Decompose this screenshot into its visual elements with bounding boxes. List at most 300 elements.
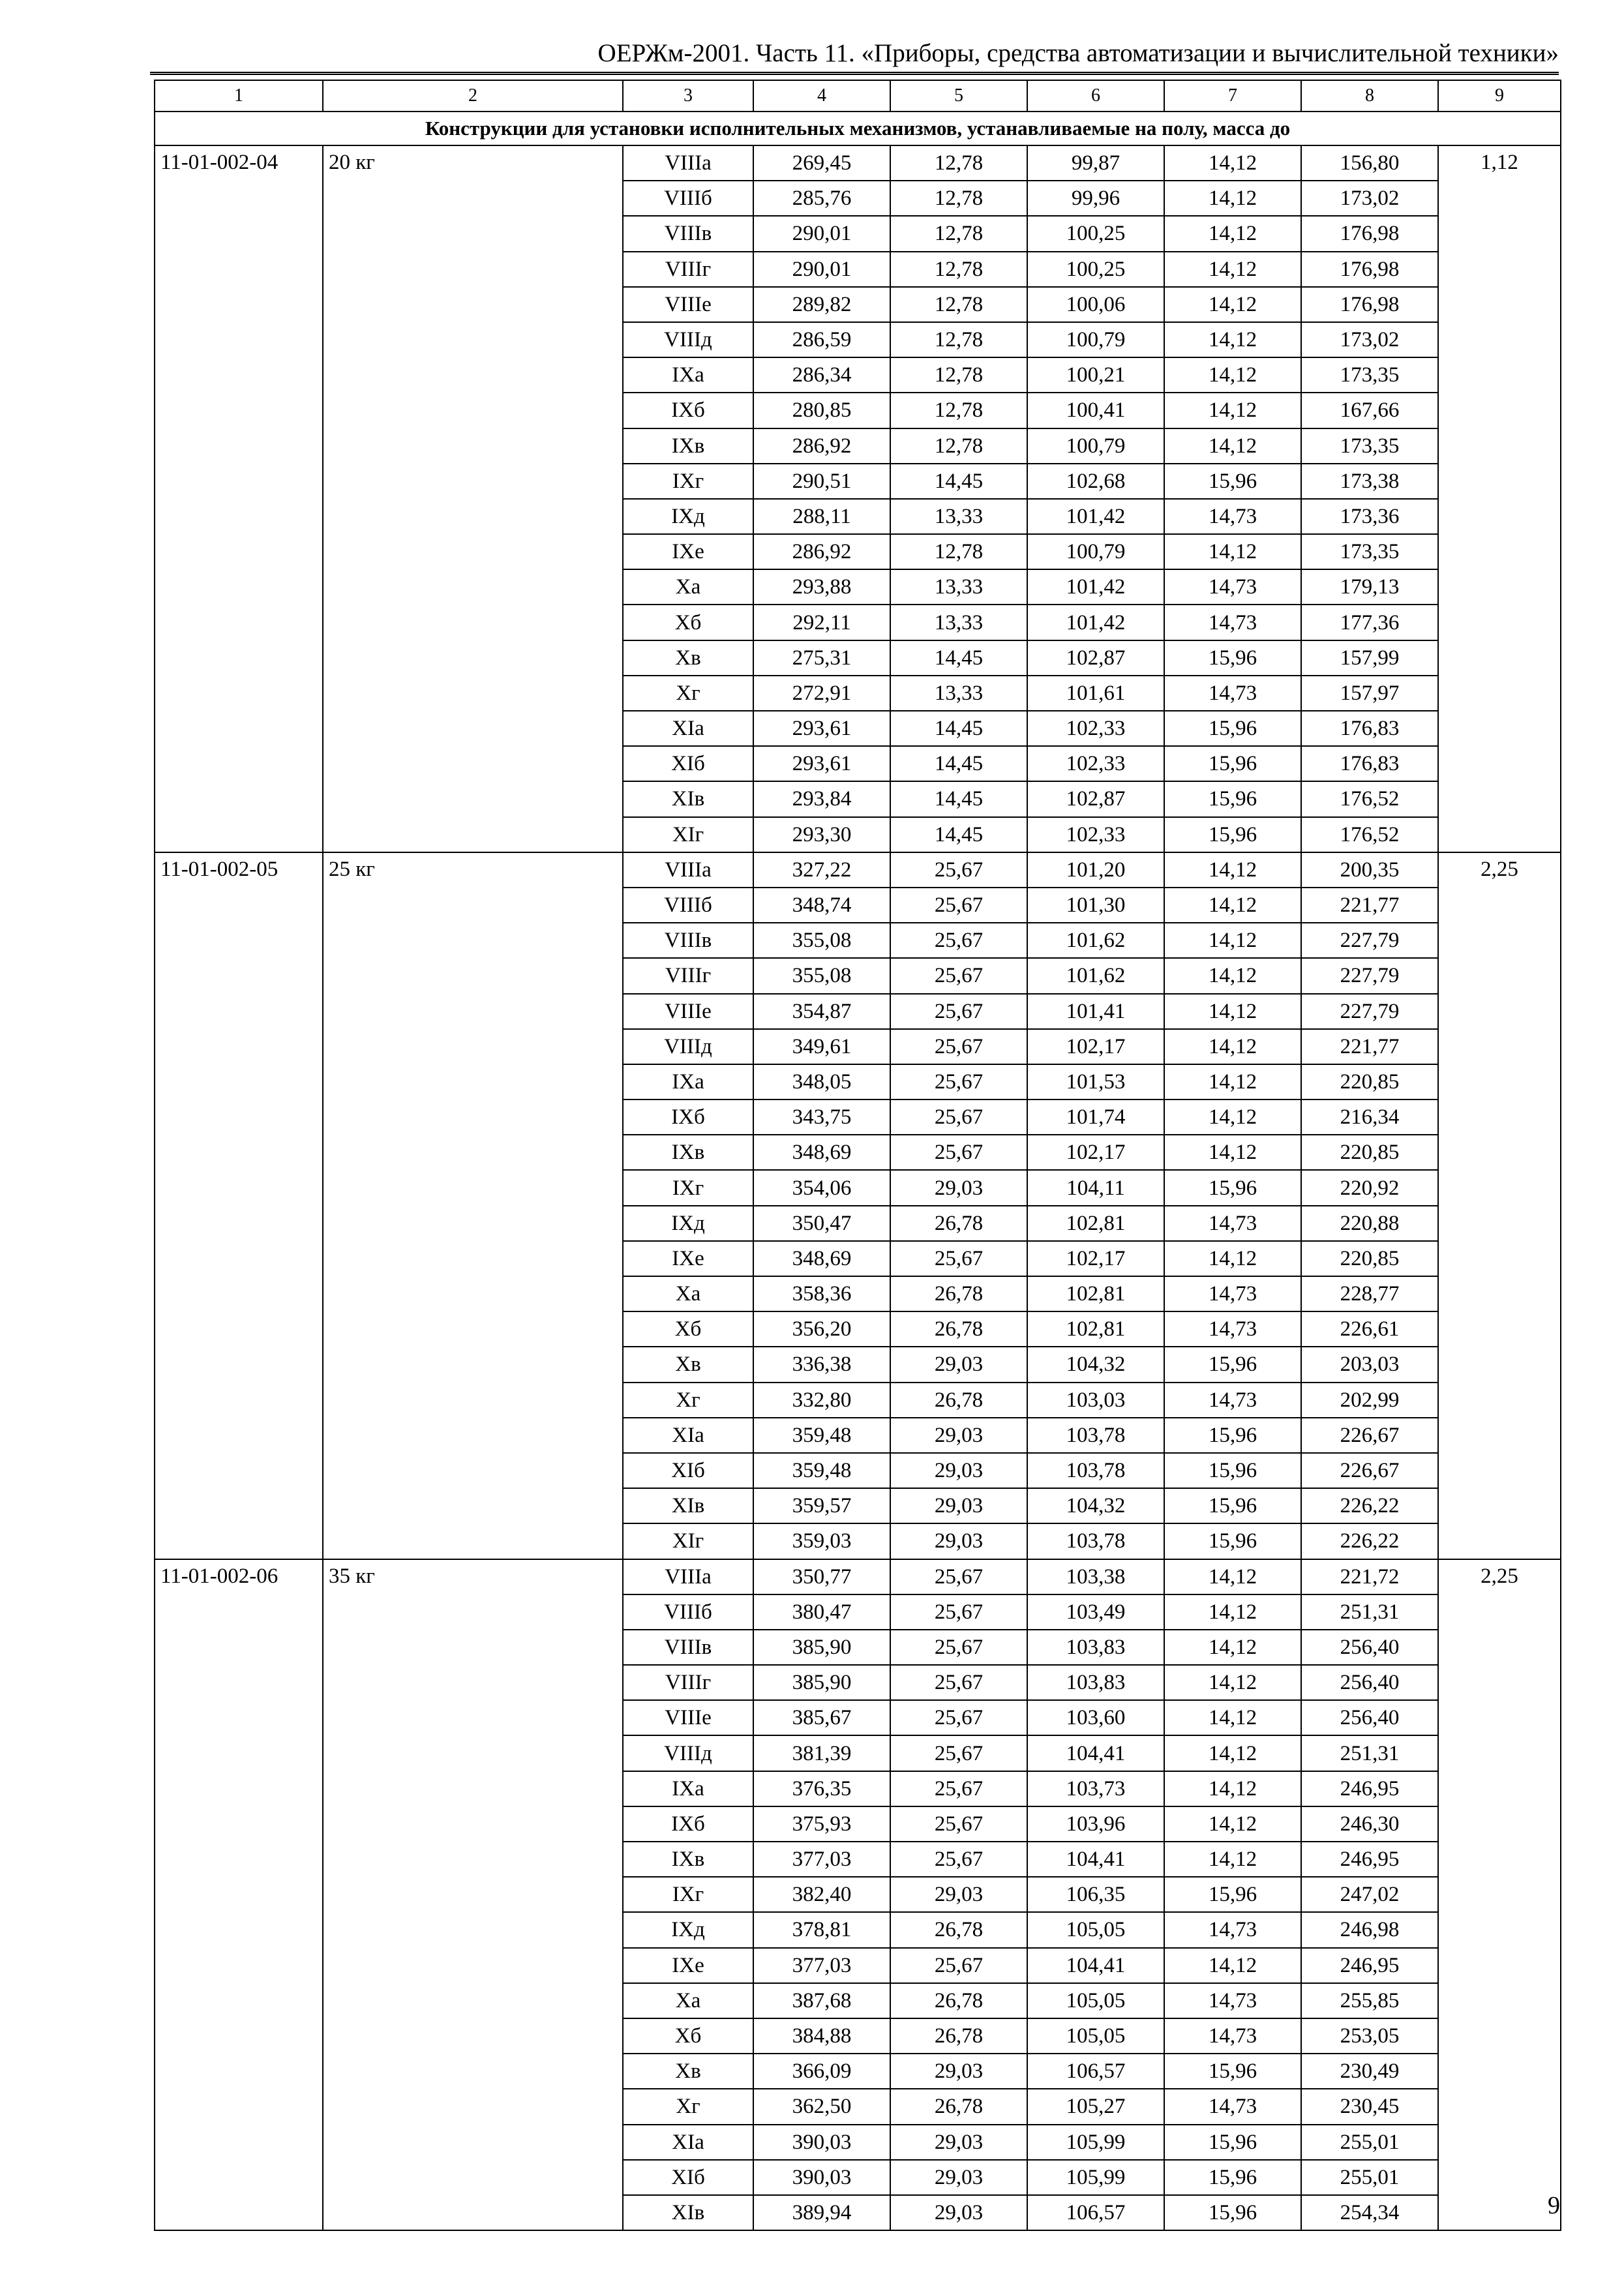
zone-cell: XIа	[623, 711, 753, 746]
value-cell: 29,03	[890, 2125, 1027, 2160]
value-cell: 14,73	[1164, 2018, 1301, 2054]
value-cell: 15,96	[1164, 1453, 1301, 1488]
value-cell: 354,87	[753, 994, 890, 1029]
coefficient-cell: 1,12	[1438, 145, 1561, 852]
value-cell: 376,35	[753, 1771, 890, 1806]
value-cell: 25,67	[890, 1559, 1027, 1594]
value-cell: 105,05	[1027, 1983, 1164, 2018]
value-cell: 12,78	[890, 145, 1027, 181]
value-cell: 389,94	[753, 2195, 890, 2230]
zone-cell: Xв	[623, 640, 753, 676]
value-cell: 102,87	[1027, 781, 1164, 816]
value-cell: 14,12	[1164, 994, 1301, 1029]
value-cell: 286,92	[753, 428, 890, 464]
value-cell: 26,78	[890, 1912, 1027, 1947]
value-cell: 251,31	[1301, 1594, 1438, 1630]
price-table	[154, 80, 1561, 2231]
value-cell: 14,12	[1164, 428, 1301, 464]
zone-cell: XIг	[623, 817, 753, 852]
value-cell: 100,79	[1027, 534, 1164, 569]
value-cell: 14,12	[1164, 1700, 1301, 1735]
value-cell: 104,32	[1027, 1347, 1164, 1382]
value-cell: 14,45	[890, 464, 1027, 499]
value-cell: 348,69	[753, 1135, 890, 1170]
zone-cell: IXг	[623, 1877, 753, 1912]
value-cell: 14,12	[1164, 923, 1301, 958]
column-number-cell: 4	[753, 80, 890, 112]
value-cell: 100,06	[1027, 287, 1164, 322]
value-cell: 29,03	[890, 1877, 1027, 1912]
zone-cell: IXб	[623, 1806, 753, 1842]
value-cell: 25,67	[890, 1630, 1027, 1665]
value-cell: 102,33	[1027, 711, 1164, 746]
value-cell: 226,67	[1301, 1453, 1438, 1488]
value-cell: 101,53	[1027, 1064, 1164, 1100]
value-cell: 385,67	[753, 1700, 890, 1735]
value-cell: 14,73	[1164, 2089, 1301, 2124]
value-cell: 269,45	[753, 145, 890, 181]
value-cell: 253,05	[1301, 2018, 1438, 2054]
value-cell: 14,12	[1164, 1241, 1301, 1276]
value-cell: 29,03	[890, 2195, 1027, 2230]
zone-cell: VIIIа	[623, 852, 753, 888]
value-cell: 230,49	[1301, 2054, 1438, 2089]
value-cell: 12,78	[890, 322, 1027, 357]
zone-cell: IXа	[623, 1771, 753, 1806]
value-cell: 377,03	[753, 1842, 890, 1877]
value-cell: 15,96	[1164, 781, 1301, 816]
value-cell: 13,33	[890, 676, 1027, 711]
value-cell: 14,73	[1164, 569, 1301, 605]
value-cell: 280,85	[753, 393, 890, 428]
zone-cell: VIIIв	[623, 1630, 753, 1665]
zone-cell: Xа	[623, 1983, 753, 2018]
value-cell: 25,67	[890, 958, 1027, 993]
value-cell: 26,78	[890, 1206, 1027, 1241]
value-cell: 226,67	[1301, 1418, 1438, 1453]
page-number: 9	[1548, 2192, 1560, 2219]
value-cell: 359,03	[753, 1523, 890, 1559]
value-cell: 327,22	[753, 852, 890, 888]
value-cell: 359,48	[753, 1418, 890, 1453]
value-cell: 14,12	[1164, 1100, 1301, 1135]
value-cell: 220,92	[1301, 1170, 1438, 1205]
value-cell: 29,03	[890, 2160, 1027, 2195]
value-cell: 15,96	[1164, 2160, 1301, 2195]
table-body	[155, 145, 1561, 2230]
value-cell: 25,67	[890, 1064, 1027, 1100]
value-cell: 26,78	[890, 1383, 1027, 1418]
zone-cell: VIIIг	[623, 1665, 753, 1700]
value-cell: 173,35	[1301, 428, 1438, 464]
value-cell: 343,75	[753, 1100, 890, 1135]
zone-cell: IXе	[623, 1241, 753, 1276]
value-cell: 26,78	[890, 1311, 1027, 1347]
zone-cell: VIIIе	[623, 1700, 753, 1735]
value-cell: 293,84	[753, 781, 890, 816]
value-cell: 230,45	[1301, 2089, 1438, 2124]
value-cell: 14,73	[1164, 1912, 1301, 1947]
value-cell: 14,12	[1164, 1029, 1301, 1064]
zone-cell: VIIIе	[623, 994, 753, 1029]
zone-cell: Xг	[623, 2089, 753, 2124]
value-cell: 220,88	[1301, 1206, 1438, 1241]
value-cell: 15,96	[1164, 2054, 1301, 2089]
value-cell: 272,91	[753, 676, 890, 711]
value-cell: 15,96	[1164, 464, 1301, 499]
value-cell: 246,95	[1301, 1948, 1438, 1983]
zone-cell: Xг	[623, 676, 753, 711]
value-cell: 26,78	[890, 1276, 1027, 1311]
value-cell: 13,33	[890, 569, 1027, 605]
value-cell: 100,79	[1027, 322, 1164, 357]
value-cell: 105,99	[1027, 2125, 1164, 2160]
value-cell: 25,67	[890, 1948, 1027, 1983]
zone-cell: Xа	[623, 569, 753, 605]
value-cell: 382,40	[753, 1877, 890, 1912]
value-cell: 25,67	[890, 1241, 1027, 1276]
value-cell: 100,79	[1027, 428, 1164, 464]
value-cell: 14,12	[1164, 958, 1301, 993]
rate-code-cell: 11-01-002-06	[155, 1559, 323, 2231]
value-cell: 14,73	[1164, 605, 1301, 640]
value-cell: 200,35	[1301, 852, 1438, 888]
value-cell: 106,35	[1027, 1877, 1164, 1912]
value-cell: 362,50	[753, 2089, 890, 2124]
value-cell: 14,12	[1164, 1842, 1301, 1877]
zone-cell: IXе	[623, 534, 753, 569]
value-cell: 14,12	[1164, 1948, 1301, 1983]
value-cell: 14,12	[1164, 534, 1301, 569]
value-cell: 13,33	[890, 605, 1027, 640]
value-cell: 14,12	[1164, 322, 1301, 357]
value-cell: 102,17	[1027, 1135, 1164, 1170]
value-cell: 381,39	[753, 1735, 890, 1771]
table-row	[155, 1559, 1561, 1594]
value-cell: 173,38	[1301, 464, 1438, 499]
value-cell: 176,98	[1301, 287, 1438, 322]
zone-cell: VIIIб	[623, 1594, 753, 1630]
value-cell: 29,03	[890, 1170, 1027, 1205]
value-cell: 29,03	[890, 1418, 1027, 1453]
value-cell: 292,11	[753, 605, 890, 640]
value-cell: 256,40	[1301, 1700, 1438, 1735]
value-cell: 179,13	[1301, 569, 1438, 605]
value-cell: 349,61	[753, 1029, 890, 1064]
section-title: Конструкции для установки исполнительных механизмов, устанавливаемые на полу, масса до	[155, 112, 1561, 145]
value-cell: 25,67	[890, 1700, 1027, 1735]
value-cell: 105,27	[1027, 2089, 1164, 2124]
value-cell: 105,05	[1027, 2018, 1164, 2054]
value-cell: 14,12	[1164, 1064, 1301, 1100]
value-cell: 289,82	[753, 287, 890, 322]
value-cell: 228,77	[1301, 1276, 1438, 1311]
value-cell: 99,87	[1027, 145, 1164, 181]
value-cell: 256,40	[1301, 1630, 1438, 1665]
value-cell: 286,92	[753, 534, 890, 569]
rate-code-cell: 11-01-002-05	[155, 852, 323, 1559]
value-cell: 157,99	[1301, 640, 1438, 676]
zone-cell: VIIIа	[623, 1559, 753, 1594]
section-title-row	[155, 112, 1561, 145]
value-cell: 15,96	[1164, 2195, 1301, 2230]
value-cell: 14,12	[1164, 287, 1301, 322]
value-cell: 25,67	[890, 994, 1027, 1029]
zone-cell: IXд	[623, 1206, 753, 1241]
value-cell: 14,12	[1164, 145, 1301, 181]
value-cell: 14,73	[1164, 1383, 1301, 1418]
value-cell: 15,96	[1164, 2125, 1301, 2160]
zone-cell: XIв	[623, 781, 753, 816]
value-cell: 102,33	[1027, 746, 1164, 781]
value-cell: 176,52	[1301, 817, 1438, 852]
value-cell: 101,61	[1027, 676, 1164, 711]
value-cell: 375,93	[753, 1806, 890, 1842]
value-cell: 293,61	[753, 746, 890, 781]
value-cell: 25,67	[890, 1594, 1027, 1630]
value-cell: 103,83	[1027, 1665, 1164, 1700]
value-cell: 15,96	[1164, 1347, 1301, 1382]
value-cell: 25,67	[890, 1665, 1027, 1700]
value-cell: 101,42	[1027, 605, 1164, 640]
value-cell: 14,73	[1164, 1206, 1301, 1241]
value-cell: 25,67	[890, 852, 1027, 888]
value-cell: 14,12	[1164, 357, 1301, 393]
value-cell: 14,45	[890, 640, 1027, 676]
value-cell: 104,41	[1027, 1948, 1164, 1983]
value-cell: 176,83	[1301, 711, 1438, 746]
value-cell: 288,11	[753, 499, 890, 534]
value-cell: 25,67	[890, 1135, 1027, 1170]
value-cell: 290,51	[753, 464, 890, 499]
value-cell: 101,41	[1027, 994, 1164, 1029]
zone-cell: Xг	[623, 1383, 753, 1418]
value-cell: 157,97	[1301, 676, 1438, 711]
value-cell: 354,06	[753, 1170, 890, 1205]
value-cell: 12,78	[890, 393, 1027, 428]
value-cell: 26,78	[890, 1983, 1027, 2018]
zone-cell: Xб	[623, 1311, 753, 1347]
value-cell: 14,45	[890, 781, 1027, 816]
value-cell: 15,96	[1164, 640, 1301, 676]
rate-code-cell: 11-01-002-04	[155, 145, 323, 852]
value-cell: 176,98	[1301, 216, 1438, 251]
coefficient-cell: 2,25	[1438, 852, 1561, 1559]
value-cell: 14,12	[1164, 1135, 1301, 1170]
value-cell: 203,03	[1301, 1347, 1438, 1382]
zone-cell: XIв	[623, 1488, 753, 1523]
value-cell: 177,36	[1301, 605, 1438, 640]
value-cell: 14,12	[1164, 1735, 1301, 1771]
value-cell: 103,73	[1027, 1771, 1164, 1806]
value-cell: 220,85	[1301, 1241, 1438, 1276]
zone-cell: IXб	[623, 393, 753, 428]
zone-cell: VIIIб	[623, 181, 753, 216]
column-number-cell: 2	[323, 80, 623, 112]
value-cell: 102,33	[1027, 817, 1164, 852]
value-cell: 385,90	[753, 1665, 890, 1700]
value-cell: 103,78	[1027, 1523, 1164, 1559]
zone-cell: Xв	[623, 2054, 753, 2089]
value-cell: 100,25	[1027, 216, 1164, 251]
zone-cell: VIIIа	[623, 145, 753, 181]
value-cell: 275,31	[753, 640, 890, 676]
mass-cell: 20 кг	[323, 145, 623, 852]
value-cell: 12,78	[890, 252, 1027, 287]
value-cell: 246,30	[1301, 1806, 1438, 1842]
value-cell: 15,96	[1164, 1170, 1301, 1205]
value-cell: 220,85	[1301, 1064, 1438, 1100]
value-cell: 350,77	[753, 1559, 890, 1594]
value-cell: 293,88	[753, 569, 890, 605]
column-number-cell: 3	[623, 80, 753, 112]
zone-cell: XIа	[623, 2125, 753, 2160]
value-cell: 12,78	[890, 534, 1027, 569]
value-cell: 14,12	[1164, 1594, 1301, 1630]
column-number-row	[155, 80, 1561, 112]
value-cell: 105,05	[1027, 1912, 1164, 1947]
value-cell: 14,73	[1164, 676, 1301, 711]
value-cell: 176,83	[1301, 746, 1438, 781]
value-cell: 390,03	[753, 2125, 890, 2160]
value-cell: 14,12	[1164, 1806, 1301, 1842]
value-cell: 221,77	[1301, 888, 1438, 923]
value-cell: 377,03	[753, 1948, 890, 1983]
value-cell: 14,12	[1164, 1771, 1301, 1806]
value-cell: 100,21	[1027, 357, 1164, 393]
value-cell: 103,78	[1027, 1453, 1164, 1488]
value-cell: 348,69	[753, 1241, 890, 1276]
column-number-cell: 9	[1438, 80, 1561, 112]
value-cell: 14,12	[1164, 216, 1301, 251]
value-cell: 221,77	[1301, 1029, 1438, 1064]
value-cell: 99,96	[1027, 181, 1164, 216]
zone-cell: Xб	[623, 605, 753, 640]
zone-cell: VIIIв	[623, 923, 753, 958]
value-cell: 102,81	[1027, 1206, 1164, 1241]
column-number-cell: 8	[1301, 80, 1438, 112]
value-cell: 216,34	[1301, 1100, 1438, 1135]
value-cell: 25,67	[890, 1735, 1027, 1771]
value-cell: 227,79	[1301, 923, 1438, 958]
value-cell: 255,01	[1301, 2125, 1438, 2160]
value-cell: 176,52	[1301, 781, 1438, 816]
zone-cell: IXг	[623, 1170, 753, 1205]
table-row	[155, 145, 1561, 181]
value-cell: 387,68	[753, 1983, 890, 2018]
column-number-cell: 7	[1164, 80, 1301, 112]
zone-cell: XIб	[623, 1453, 753, 1488]
value-cell: 15,96	[1164, 746, 1301, 781]
value-cell: 14,73	[1164, 1276, 1301, 1311]
value-cell: 14,73	[1164, 1311, 1301, 1347]
value-cell: 101,74	[1027, 1100, 1164, 1135]
value-cell: 29,03	[890, 1488, 1027, 1523]
value-cell: 12,78	[890, 357, 1027, 393]
value-cell: 14,12	[1164, 1630, 1301, 1665]
value-cell: 358,36	[753, 1276, 890, 1311]
value-cell: 290,01	[753, 252, 890, 287]
zone-cell: VIIIг	[623, 252, 753, 287]
value-cell: 167,66	[1301, 393, 1438, 428]
value-cell: 384,88	[753, 2018, 890, 2054]
value-cell: 103,96	[1027, 1806, 1164, 1842]
value-cell: 15,96	[1164, 1523, 1301, 1559]
value-cell: 173,02	[1301, 181, 1438, 216]
value-cell: 255,01	[1301, 2160, 1438, 2195]
value-cell: 350,47	[753, 1206, 890, 1241]
value-cell: 104,11	[1027, 1170, 1164, 1205]
value-cell: 14,12	[1164, 393, 1301, 428]
value-cell: 25,67	[890, 1842, 1027, 1877]
value-cell: 106,57	[1027, 2054, 1164, 2089]
value-cell: 246,95	[1301, 1771, 1438, 1806]
zone-cell: VIIIг	[623, 958, 753, 993]
value-cell: 173,35	[1301, 357, 1438, 393]
value-cell: 348,74	[753, 888, 890, 923]
zone-cell: IXв	[623, 1842, 753, 1877]
value-cell: 101,62	[1027, 958, 1164, 993]
value-cell: 103,49	[1027, 1594, 1164, 1630]
value-cell: 26,78	[890, 2018, 1027, 2054]
value-cell: 385,90	[753, 1630, 890, 1665]
zone-cell: IXв	[623, 428, 753, 464]
zone-cell: IXа	[623, 1064, 753, 1100]
value-cell: 355,08	[753, 958, 890, 993]
value-cell: 246,95	[1301, 1842, 1438, 1877]
value-cell: 103,60	[1027, 1700, 1164, 1735]
value-cell: 101,30	[1027, 888, 1164, 923]
value-cell: 104,41	[1027, 1735, 1164, 1771]
value-cell: 102,87	[1027, 640, 1164, 676]
value-cell: 176,98	[1301, 252, 1438, 287]
value-cell: 101,62	[1027, 923, 1164, 958]
value-cell: 355,08	[753, 923, 890, 958]
value-cell: 290,01	[753, 216, 890, 251]
value-cell: 14,45	[890, 817, 1027, 852]
page-header-title: ОЕРЖм-2001. Часть 11. «Приборы, средства автоматизации и вычислительной техники»	[597, 39, 1559, 67]
value-cell: 103,03	[1027, 1383, 1164, 1418]
value-cell: 25,67	[890, 1029, 1027, 1064]
value-cell: 15,96	[1164, 817, 1301, 852]
value-cell: 254,34	[1301, 2195, 1438, 2230]
value-cell: 103,38	[1027, 1559, 1164, 1594]
zone-cell: IXг	[623, 464, 753, 499]
table-row	[155, 852, 1561, 888]
zone-cell: Xа	[623, 1276, 753, 1311]
mass-cell: 25 кг	[323, 852, 623, 1559]
value-cell: 336,38	[753, 1347, 890, 1382]
value-cell: 13,33	[890, 499, 1027, 534]
value-cell: 293,30	[753, 817, 890, 852]
value-cell: 366,09	[753, 2054, 890, 2089]
value-cell: 14,12	[1164, 888, 1301, 923]
value-cell: 246,98	[1301, 1912, 1438, 1947]
value-cell: 14,12	[1164, 252, 1301, 287]
value-cell: 102,17	[1027, 1241, 1164, 1276]
value-cell: 173,35	[1301, 534, 1438, 569]
value-cell: 25,67	[890, 1771, 1027, 1806]
value-cell: 102,81	[1027, 1311, 1164, 1347]
value-cell: 227,79	[1301, 994, 1438, 1029]
value-cell: 102,81	[1027, 1276, 1164, 1311]
value-cell: 14,12	[1164, 1665, 1301, 1700]
value-cell: 359,57	[753, 1488, 890, 1523]
zone-cell: IXе	[623, 1948, 753, 1983]
value-cell: 226,22	[1301, 1488, 1438, 1523]
value-cell: 12,78	[890, 287, 1027, 322]
value-cell: 332,80	[753, 1383, 890, 1418]
